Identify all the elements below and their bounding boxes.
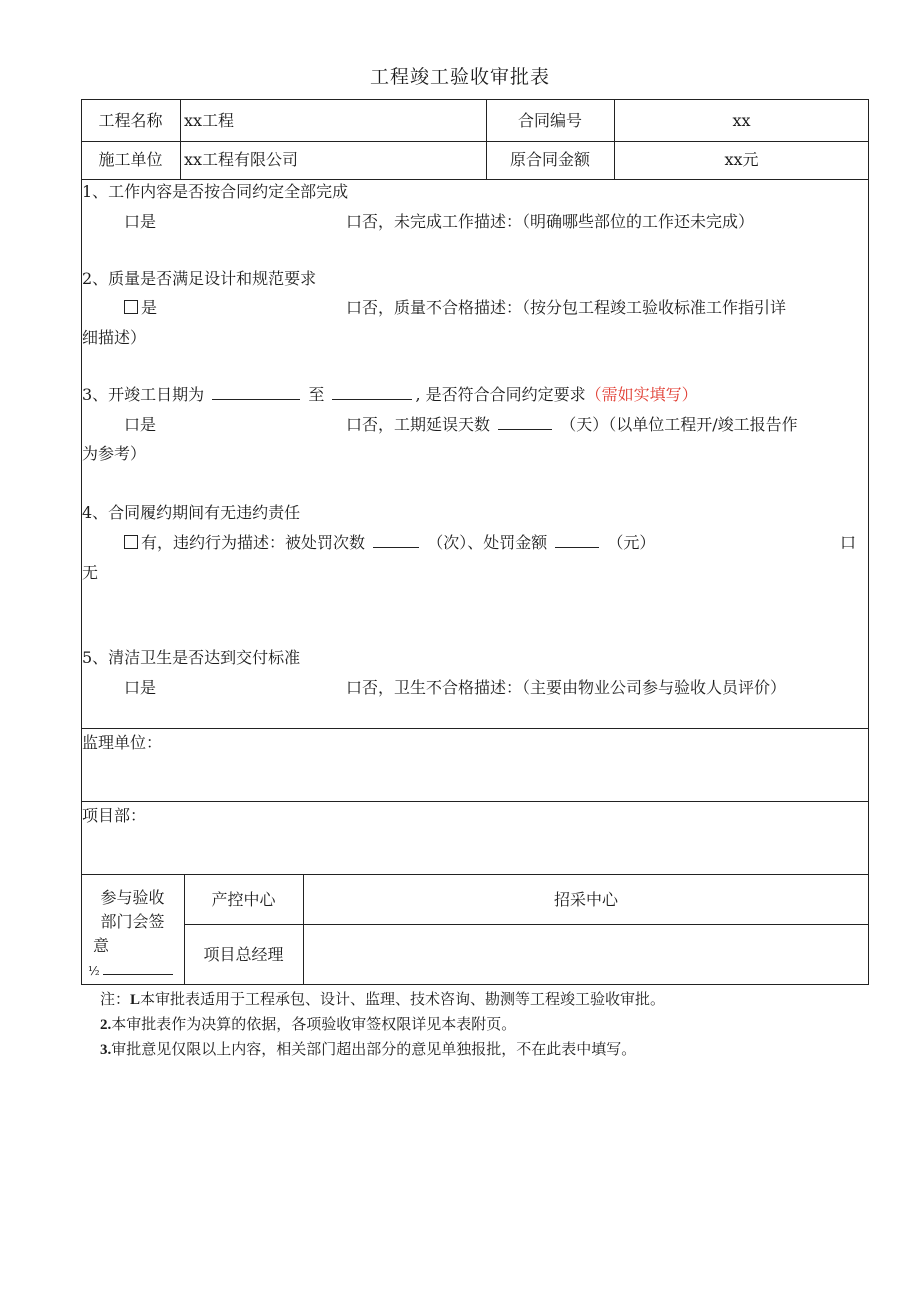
note-2-text: 本审批表作为决算的依据，各项验收审签权限详见本表附页。 — [111, 1015, 517, 1033]
note-2-number: 2. — [100, 1017, 112, 1033]
note-3-number: 3. — [100, 1042, 112, 1058]
row-divider — [81, 874, 869, 875]
q3-heading-c: , 是否符合合同约定要求 — [415, 385, 586, 404]
row-divider — [81, 179, 869, 180]
q4-yes-text-c: （元） — [607, 533, 656, 552]
q1-yes-option[interactable]: 口是 — [124, 212, 157, 231]
project-dept-label: 项目部： — [82, 806, 147, 825]
q1-heading: 1、工作内容是否按合同约定全部完成 — [82, 182, 349, 201]
delay-days-blank[interactable] — [498, 415, 552, 430]
penalty-amount-blank[interactable] — [555, 533, 599, 548]
dept-production-control: 产控中心 — [211, 890, 276, 909]
q4-no-option[interactable]: 口 — [840, 533, 857, 552]
q3-no-option[interactable] — [346, 415, 798, 435]
project-name-value: xx工程 — [184, 111, 235, 130]
row-divider — [81, 141, 869, 142]
q2-yes-label: 是 — [141, 298, 158, 317]
dept-project-gm: 项目总经理 — [203, 945, 284, 964]
q1-no-option[interactable]: 口否，未完成工作描述：（明确哪些部位的工作还未完成） — [346, 212, 755, 231]
start-date-blank[interactable] — [212, 385, 300, 400]
col-divider — [180, 99, 181, 179]
sign-date-blank[interactable] — [103, 962, 173, 975]
note-3-text: 审批意见仅限以上内容，相关部门超出部分的意见单独报批，不在此表中填写。 — [111, 1040, 637, 1058]
project-name-label: 工程名称 — [98, 111, 163, 130]
q3-no-continuation: 为参考） — [82, 444, 147, 463]
q3-heading — [82, 385, 698, 405]
row-divider — [184, 924, 869, 925]
q2-no-option[interactable]: 口否，质量不合格描述：（按分包工程竣工验收标准工作指引详 — [346, 298, 787, 317]
checkbox-icon[interactable] — [124, 535, 138, 549]
contract-amount-value: xx元 — [724, 150, 759, 169]
sign-label-line4 — [88, 961, 176, 981]
q3-no-text-a: 口否，工期延误天数 — [346, 415, 491, 434]
q3-yes-option[interactable]: 口是 — [124, 415, 157, 434]
q5-yes-option[interactable]: 口是 — [124, 678, 157, 697]
q4-yes-option[interactable] — [124, 533, 655, 553]
contractor-label: 施工单位 — [98, 150, 163, 169]
q3-no-text-b: （天）（以单位工程开/竣工报告作 — [560, 415, 798, 434]
contract-no-label: 合同编号 — [517, 111, 582, 130]
dept-procurement-center: 招采中心 — [553, 890, 618, 909]
q3-heading-a: 3、开竣工日期为 — [82, 385, 205, 404]
q4-yes-text-b: （次）、处罚金额 — [427, 533, 548, 552]
q4-no-continuation: 无 — [82, 563, 99, 582]
contractor-value: xx工程有限公司 — [184, 150, 299, 169]
note-1 — [100, 989, 665, 1010]
q5-no-option[interactable]: 口否，卫生不合格描述：（主要由物业公司参与验收人员评价） — [346, 678, 787, 697]
supervisor-label: 监理单位： — [82, 733, 163, 752]
row-divider — [81, 728, 869, 729]
q5-heading: 5、清洁卫生是否达到交付标准 — [82, 648, 301, 667]
q2-heading: 2、质量是否满足设计和规范要求 — [82, 269, 317, 288]
q3-red-note: （需如实填写） — [585, 385, 698, 404]
note-1-text: 本审批表适用于工程承包、设计、监理、技术咨询、勘测等工程竣工验收审批。 — [140, 990, 666, 1008]
contract-amount-label: 原合同金额 — [509, 150, 590, 169]
sign-label-fraction: ½ — [88, 964, 100, 978]
end-date-blank[interactable] — [332, 385, 412, 400]
sign-label-line3: 意 — [93, 936, 110, 955]
note-1-number: L — [130, 992, 141, 1008]
checkbox-icon[interactable] — [124, 300, 138, 314]
note-3 — [100, 1039, 636, 1060]
row-divider — [81, 801, 869, 802]
q2-yes-option[interactable] — [124, 298, 157, 318]
q3-heading-b: 至 — [308, 385, 325, 404]
q4-yes-text-a: 有，违约行为描述：被处罚次数 — [141, 533, 366, 552]
contract-no-value: xx — [732, 111, 751, 130]
q2-no-continuation: 细描述） — [82, 328, 147, 347]
penalty-count-blank[interactable] — [373, 533, 419, 548]
note-2 — [100, 1014, 516, 1035]
page-title: 工程竣工验收审批表 — [369, 66, 550, 88]
sign-label-line2: 部门会签 — [100, 912, 165, 931]
sign-label-line1: 参与验收 — [100, 888, 165, 907]
q4-heading: 4、合同履约期间有无违约责任 — [82, 503, 301, 522]
note-1-prefix: 注： — [100, 990, 131, 1008]
